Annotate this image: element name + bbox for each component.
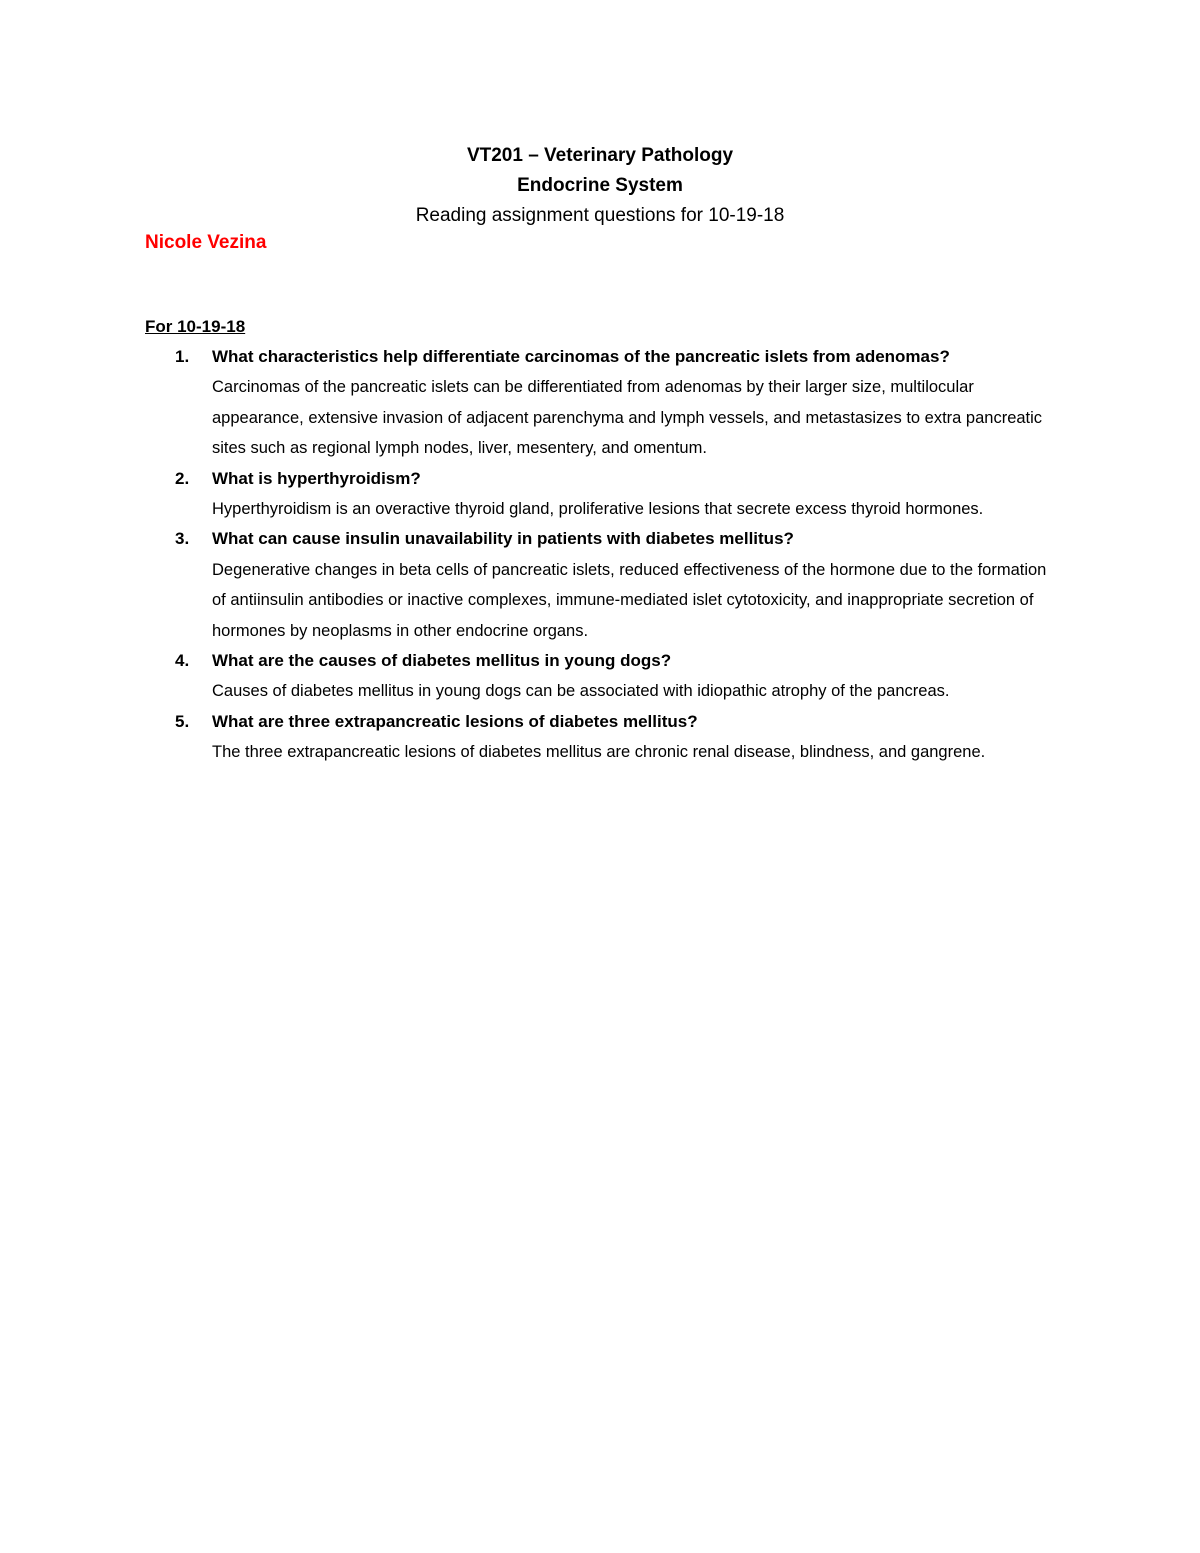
question-number: 1. [175,347,190,366]
author-name: Nicole Vezina [145,232,267,253]
answer-text: Causes of diabetes mellitus in young dogs can be associated with idiopathic atrophy of the pancreas. [212,682,950,701]
question-item [145,464,1060,525]
question-text: What are three extrapancreatic lesions of diabetes mellitus? [212,711,698,731]
course-title: VT201 – Veterinary Pathology [466,145,734,166]
question-list [145,342,1060,768]
question-text: What can cause insulin unavailability in patients with diabetes mellitus? [212,529,794,549]
answer-text: The three extrapancreatic lesions of diabetes mellitus are chronic renal disease, blindness, and gangrene. [212,743,986,762]
question-number: 2. [175,468,190,488]
question-text: What characteristics help differentiate carcinomas of the pancreatic islets from adenomas? [212,347,950,366]
question-item [145,707,1060,768]
document-header [0,141,1200,231]
topic-title: Endocrine System [517,175,683,196]
question-number: 5. [175,711,190,731]
question-text: What is hyperthyroidism? [212,468,421,488]
assignment-title: Reading assignment questions for 10-19-18 [415,205,785,226]
question-text: What are the causes of diabetes mellitus in young dogs? [212,651,672,671]
section-heading: For 10-19-18 [145,317,246,336]
question-item [145,342,1060,464]
question-number: 3. [175,529,190,549]
question-item [145,646,1060,707]
answer-text: Carcinomas of the pancreatic islets can be differentiated from adenomas by their larger size, multilocular appearance, extensive invasion of adjacent parenchyma and lymph vessels, and metastasizes to extra pancreatic sites such as regional lymph nodes, liver, mesentery, and omentum. [212,378,1043,458]
answer-text: Hyperthyroidism is an overactive thyroid gland, proliferative lesions that secrete excess thyroid hormones. [212,500,984,519]
question-number: 4. [175,651,190,671]
answer-text: Degenerative changes in beta cells of pancreatic islets, reduced effectiveness of the hormone due to the formation of antiinsulin antibodies or inactive complexes, immune-mediated islet cytotoxicity, and inappropriate secretion of hormones by neoplasms in other endocrine organs. [212,560,1047,640]
question-item [145,524,1060,646]
